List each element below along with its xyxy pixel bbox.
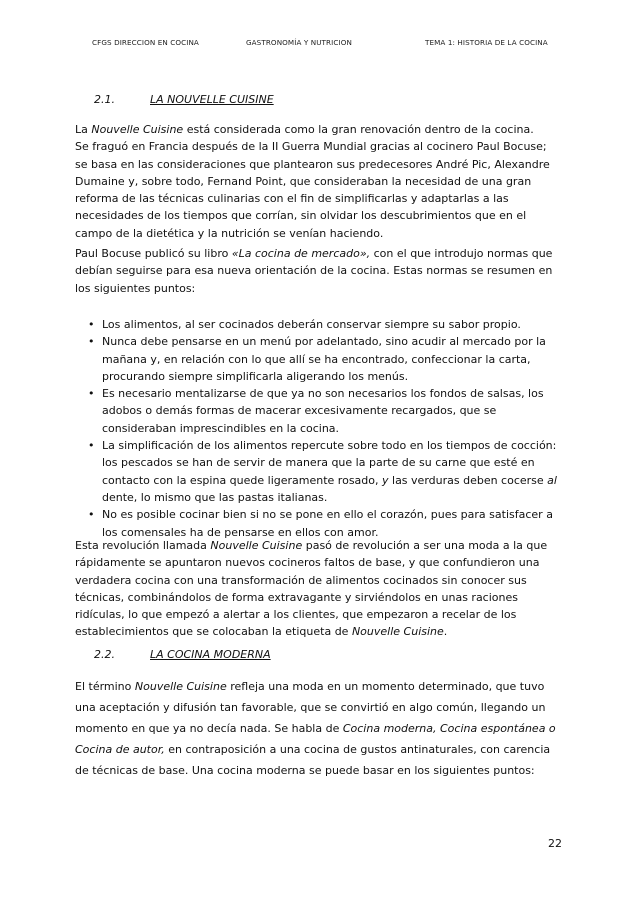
text-run-italic: y bbox=[382, 473, 389, 487]
text-run-italic: Nouvelle Cuisine bbox=[210, 539, 303, 552]
text-run-italic: al bbox=[547, 473, 557, 487]
text-line: ridículas, lo que empezó a alertar a los clientes, que empezaron a recelar de los bbox=[75, 608, 517, 622]
text-line: No es posible cocinar bien si no se pone en ello el corazón, pues para satisfacer a bbox=[102, 508, 553, 522]
text-line: campo de la dietética y la nutrición se venían haciendo. bbox=[75, 226, 384, 240]
text-line: Es necesario mentalizarse de que ya no son necesarios los fondos de salsas, los bbox=[102, 387, 544, 401]
text-run: está considerada como la gran renovación dentro de la cocina. bbox=[183, 123, 534, 136]
text-run-italic: Nouvelle Cuisine bbox=[351, 625, 444, 639]
page-number: 22 bbox=[548, 837, 562, 850]
paragraph-revolution bbox=[75, 537, 567, 641]
list-item bbox=[88, 437, 568, 506]
section-heading-cocina-moderna bbox=[94, 648, 271, 661]
text-line: debían seguirse para esa nueva orientación de la cocina. Estas normas se resumen en bbox=[75, 264, 553, 278]
text-line: los pescados se han de servir de manera que la parte de su carne que esté en bbox=[102, 456, 535, 470]
text-line: una aceptación y difusión tan favorable, que se convirtió en algo común, llegando un bbox=[75, 701, 546, 714]
text-line: reforma de las técnicas culinarias con el fin de simplificarlas y adaptarlas a las bbox=[75, 192, 509, 206]
text-run: pasó de revolución a ser una moda a la que bbox=[302, 539, 548, 552]
text-run: establecimientos que se colocaban la etiqueta de bbox=[75, 625, 352, 639]
section-heading-nouvelle-cuisine bbox=[94, 93, 274, 106]
text-run: momento en que ya no decía nada. Se habla de bbox=[75, 722, 343, 735]
text-line: se basa en las consideraciones que plantearon sus predecesores André Pic, Alexandre bbox=[75, 157, 550, 171]
text-run-italic: Cocina de autor, bbox=[75, 743, 165, 756]
text-run: Paul Bocuse publicó su libro bbox=[75, 247, 232, 260]
text-line: Se fraguó en Francia después de la II Guerra Mundial gracias al cocinero Paul Bocuse; bbox=[75, 140, 547, 154]
list-item bbox=[88, 333, 568, 385]
text-run: refleja una moda en un momento determinado, que tuvo bbox=[226, 680, 545, 693]
text-run: Esta revolución llamada bbox=[75, 539, 211, 552]
text-line: rápidamente se apuntaron nuevos cocineros faltos de base, y que confundieron una bbox=[75, 556, 540, 570]
text-line: de técnicas de base. Una cocina moderna se puede basar en los siguientes puntos: bbox=[75, 764, 535, 777]
list-item bbox=[88, 385, 568, 437]
text-line: necesidades de los tiempos que corrían, sin olvidar los descubrimientos que en el bbox=[75, 209, 527, 223]
bullet-icon: • bbox=[88, 335, 95, 349]
paragraph-cocina-moderna bbox=[75, 676, 567, 781]
book-title: «La cocina de mercado», bbox=[231, 247, 371, 260]
text-line: los siguientes puntos: bbox=[75, 281, 196, 295]
text-line: técnicas, combinándolos de forma extravagante y sirviéndolos en unas raciones bbox=[75, 590, 518, 604]
section-number: 2.2. bbox=[94, 648, 115, 661]
bullet-list bbox=[88, 316, 568, 541]
text-run: La bbox=[75, 123, 92, 136]
text-line: consideraban imprescindibles en la cocina. bbox=[102, 421, 340, 435]
text-line: La simplificación de los alimentos repercute sobre todo en los tiempos de cocción: bbox=[102, 439, 557, 453]
text-line: Dumaine y, sobre todo, Fernand Point, que consideraban la necesidad de una gran bbox=[75, 174, 532, 188]
list-item bbox=[88, 506, 568, 541]
bullet-icon: • bbox=[88, 439, 95, 453]
text-line: Nunca debe pensarse en un menú por adelantado, sino acudir al mercado por la bbox=[102, 335, 546, 349]
section-title: LA NOUVELLE CUISINE bbox=[150, 93, 274, 106]
header-topic: TEMA 1: HISTORIA DE LA COCINA bbox=[425, 38, 548, 47]
section-title: LA COCINA MODERNA bbox=[150, 648, 271, 661]
text-run-italic: Cocina moderna, Cocina espontánea o bbox=[342, 722, 556, 735]
bullet-icon: • bbox=[88, 387, 95, 401]
text-line: verdadera cocina con una transformación de alimentos cocinados sin conocer sus bbox=[75, 573, 527, 587]
text-run: las verduras deben cocerse bbox=[388, 473, 548, 487]
header-course: CFGS DIRECCION EN COCINA bbox=[92, 38, 199, 47]
text-run: en contraposición a una cocina de gustos antinaturales, con carencia bbox=[164, 743, 551, 756]
paragraph-intro bbox=[75, 121, 567, 242]
text-line: mañana y, en relación con lo que allí se ha encontrado, confeccionar la carta, bbox=[102, 352, 531, 366]
text-run: El término bbox=[75, 680, 135, 693]
bullet-icon: • bbox=[88, 508, 95, 522]
text-run-italic: Nouvelle Cuisine bbox=[134, 680, 227, 693]
bullet-icon: • bbox=[88, 318, 95, 331]
text-line: Los alimentos, al ser cocinados deberán conservar siempre su sabor propio. bbox=[102, 318, 521, 331]
paragraph-bocuse bbox=[75, 245, 567, 297]
list-item bbox=[88, 316, 568, 333]
text-run: contacto con la espina quede ligeramente rosado, bbox=[102, 473, 382, 487]
text-line: adobos o demás formas de macerar excesivamente recargados, que se bbox=[102, 404, 497, 418]
text-line: los comensales ha de pensarse en ellos con amor. bbox=[102, 525, 379, 539]
text-line: procurando siempre simplificarla aligerando los menús. bbox=[102, 369, 409, 383]
text-run-italic: Nouvelle Cuisine bbox=[91, 123, 184, 136]
text-run: . bbox=[443, 625, 448, 639]
text-line: dente, lo mismo que las pastas italianas. bbox=[102, 490, 328, 504]
text-run: con el que introdujo normas que bbox=[370, 247, 553, 260]
section-number: 2.1. bbox=[94, 93, 115, 106]
header-subject: GASTRONOMÍA Y NUTRICION bbox=[246, 38, 352, 47]
